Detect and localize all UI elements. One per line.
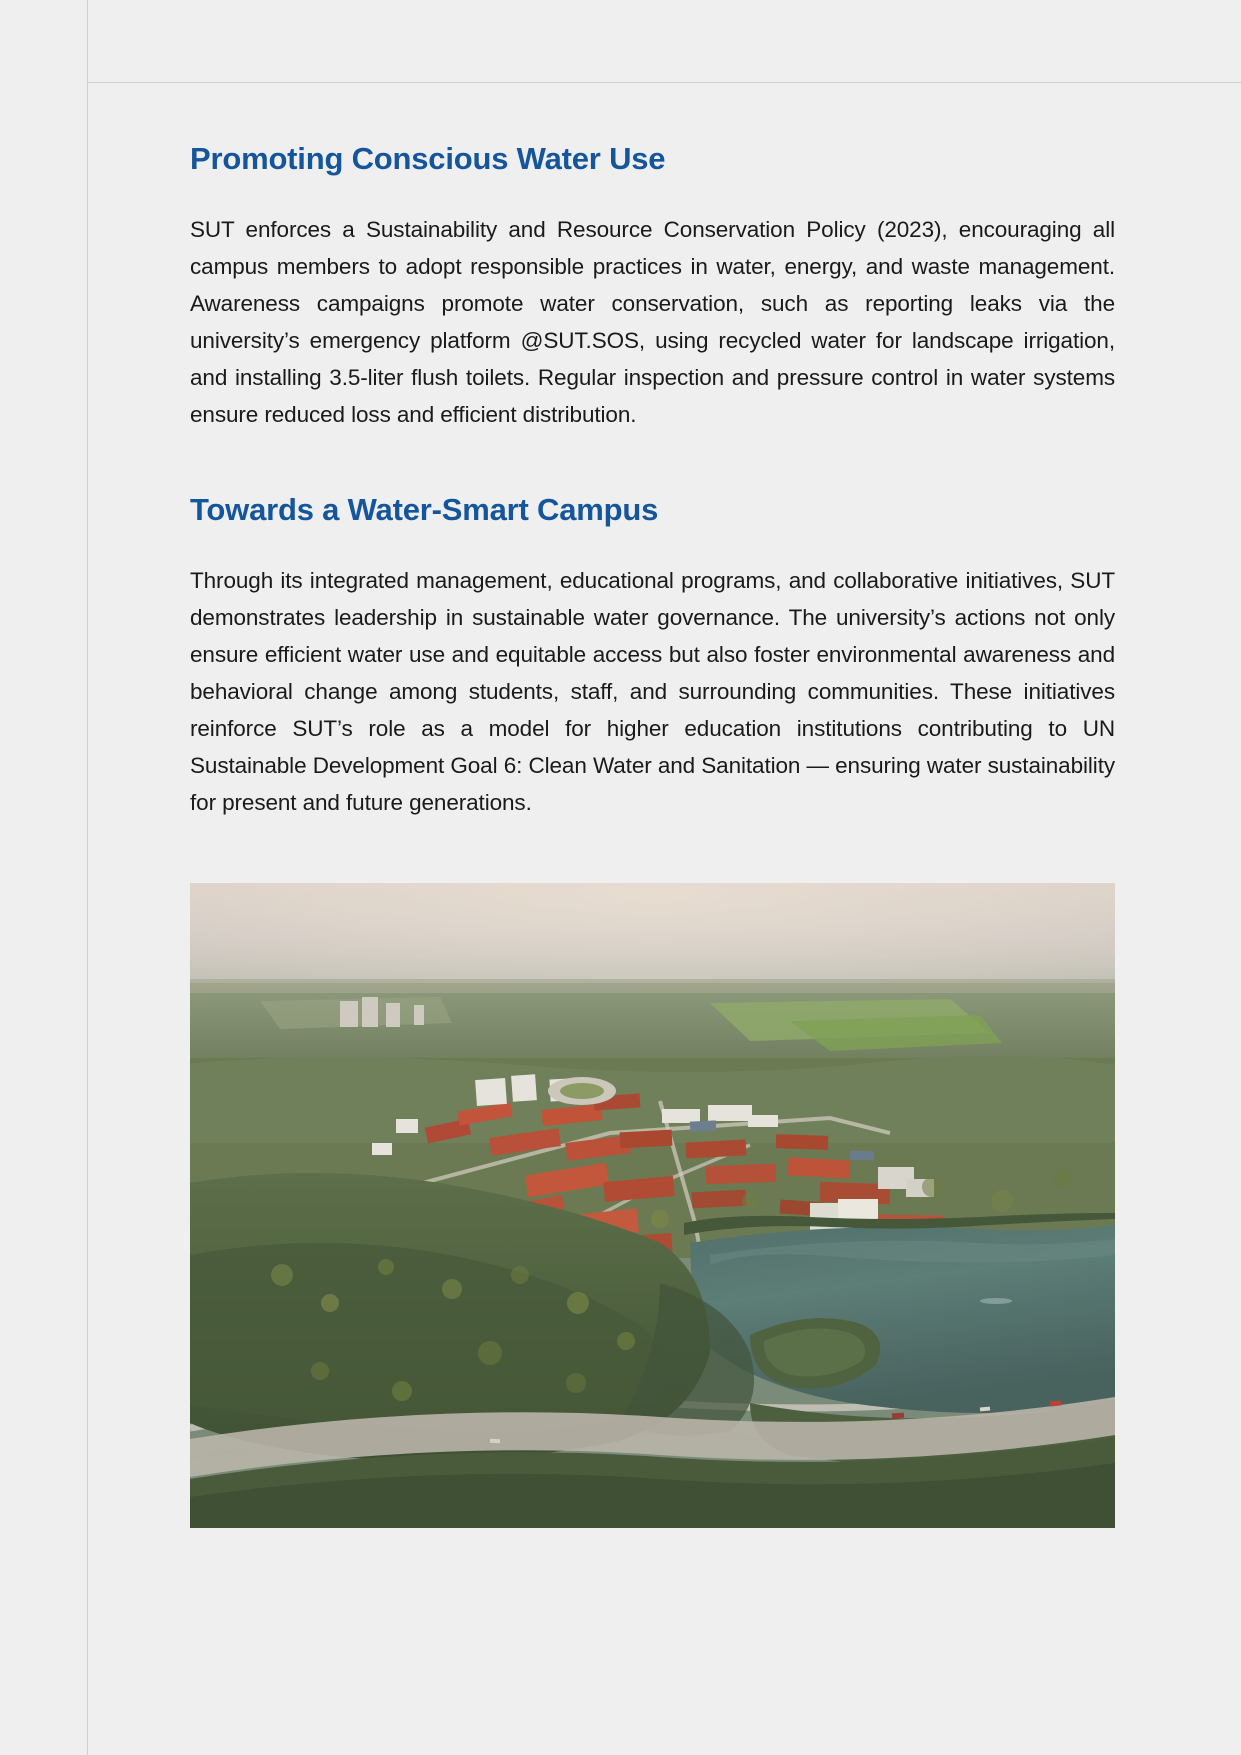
page-top-rule	[88, 82, 1241, 83]
document-content	[190, 140, 1115, 1528]
section-paragraph-towards-a-water-smart-campus: Through its integrated management, educational programs, and collaborative initiatives, SUT demonstrates leadership in sustainable water governance. The university’s actions not only ensure efficient water use and equitable access but also foster environmental awareness and behavioral change among students, staff, and surrounding communities. These initiatives reinforce SUT’s role as a model for higher education institutions contributing to UN Sustainable Development Goal 6: Clean Water and Sanitation — ensuring water sustainability for present and future generations.	[190, 567, 1115, 815]
section-heading-promoting-conscious-water-use: Promoting Conscious Water Use	[190, 141, 666, 176]
aerial-campus-photo-graphic	[190, 883, 1115, 1528]
section-heading-towards-a-water-smart-campus: Towards a Water-Smart Campus	[190, 491, 659, 527]
page-left-margin-rail	[0, 0, 88, 1755]
aerial-campus-photo	[190, 883, 1115, 1528]
section-paragraph-promoting-conscious-water-use: SUT enforces a Sustainability and Resource Conservation Policy (2023), encouraging all campus members to adopt responsible practices in water, energy, and waste management. Awareness campaigns promote water conservation, such as reporting leaks via the university’s emergency platform @SUT.SOS, using recycled water for landscape irrigation, and installing 3.5-liter flush toilets. Regular inspection and pressure control in water systems ensure reduced loss and efficient distribution.	[190, 216, 1115, 427]
